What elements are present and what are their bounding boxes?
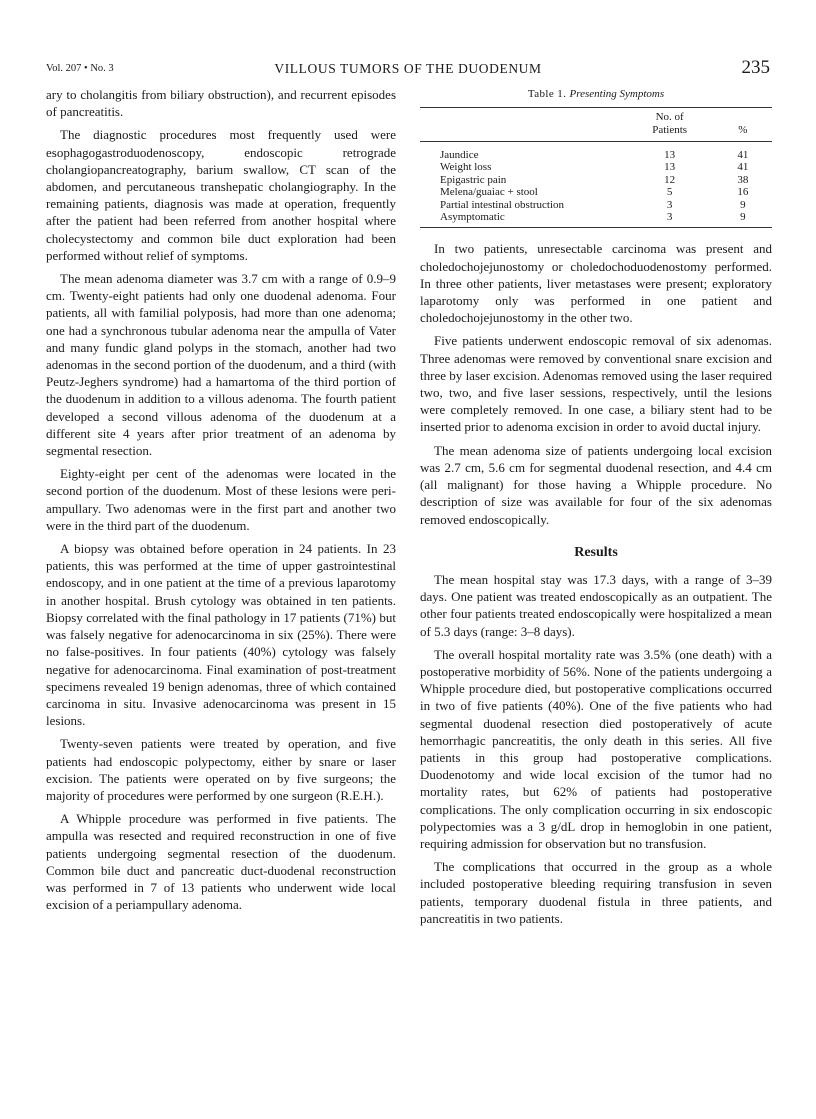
symptom-label: Melena/guaiac + stool — [440, 186, 538, 199]
left-column — [46, 86, 396, 919]
percent-value: 16 — [737, 186, 749, 199]
table-row — [420, 199, 772, 211]
paragraph: Eighty-eight per cent of the adenomas were located in the second portion of the duodenum. Most of these lesions were peri-ampullary. Two adenomas were in the first part and another two were in the third part of the duodenum. — [46, 466, 396, 533]
paragraph: The mean adenoma size of patients undergoing local excision was 2.7 cm, 5.6 cm for segmental duodenal resection, and 4.4 cm (all malignant) for those having a Whipple procedure. No description of size was available for four of the six adenomas removed endoscopically. — [420, 442, 772, 527]
patient-count: 5 — [666, 186, 673, 199]
paragraph: The complications that occurred in the group as a whole included postoperative bleeding requiring transfusion in seven patients, temporary duodenal fistula in three patients, and pancreatitis in two patients. — [420, 859, 772, 926]
column-header-patients: No. of Patients — [626, 108, 714, 142]
paragraph: In two patients, unresectable carcinoma was present and choledochojejunostomy or choledochoduodenostomy performed. In three other patients, liver metastases were present; exploratory laparotomy only was performed in one patient and choledochojejunostomy in the other two. — [420, 241, 772, 326]
table-row — [420, 142, 772, 162]
symptom-label: Jaundice — [440, 149, 479, 162]
paragraph: A biopsy was obtained before operation in 24 patients. In 23 patients, this was performed at the time of upper gastrointestinal endoscopy, and in one patient at the time of a previous laparotomy in another hospital. Brush cytology was obtained in ten patients. Biopsy correlated with the final pathology in 17 patients (71%) but was falsely negative for adenocarcinoma in six (25%). There were no false-positives. In four patients (40%) cytology was falsely negative for adenocarcinoma. Final examination of post-treatment specimens revealed 19 benign adenomas, three of which contained carcinoma in situ. Invasive adenocarcinoma was present in 15 lesions. — [46, 541, 396, 729]
percent-value: 9 — [740, 198, 746, 211]
patient-count: 13 — [664, 161, 676, 174]
column-header-symptom — [420, 108, 626, 142]
paragraph: The overall hospital mortality rate was 3.5% (one death) with a postoperative morbidity of 56%. None of the patients undergoing a Whipple procedure died, but postoperative complications occurred in two of five patients (40%). One of the five patients who had segmental duodenal resection died postoperatively of acute hemorrhagic pancreatitis, the only death in this series. All five patients in this group had postoperative complications. Duodenotomy and wide local excision of the tumor had no mortality rates, but 62% of patients had postoperative complications. The only complication occurring in six endoscopic polypectomies was a 3 g/dL drop in hemoglobin in one patient, requiring admission for observation but no transfusion. — [420, 646, 772, 851]
patient-count: 3 — [626, 211, 714, 228]
paragraph: ary to cholangitis from biliary obstruction), and recurrent episodes of pancreatitis. — [46, 87, 396, 120]
table-row — [420, 174, 772, 186]
right-column — [420, 86, 772, 933]
table-caption-prefix: Table 1. — [527, 88, 567, 100]
percent-value: 9 — [714, 211, 772, 228]
running-title: VILLOUS TUMORS OF THE DUODENUM — [274, 61, 542, 76]
symptom-label: Epigastric pain — [440, 173, 507, 186]
page-number: 235 — [741, 57, 770, 78]
table-row — [420, 211, 772, 228]
patient-count: 13 — [664, 149, 676, 162]
paragraph: A Whipple procedure was performed in five patients. The ampulla was resected and required reconstruction in one of five patients undergoing segmental resection of the duodenum. Common bile duct and pancreatic duct-duodenal reconstruction was performed in 7 of 13 patients who underwent wide local excision of a periampullary adenoma. — [46, 811, 396, 913]
percent-value: 38 — [737, 173, 749, 186]
volume-issue: Vol. 207 • No. 3 — [46, 63, 114, 74]
table-caption — [420, 86, 772, 103]
paragraph: Twenty-seven patients were treated by operation, and five patients had endoscopic polypectomy, either by snare or laser excision. The patients were operated on by five surgeons; the majority of procedures were performed by one surgeon (R.E.H.). — [46, 736, 396, 803]
table-row — [420, 186, 772, 198]
column-header-percent: % — [714, 108, 772, 142]
paragraph: The mean hospital stay was 17.3 days, with a range of 3–39 days. One patient was treated endoscopically as an outpatient. The other four patients treated endoscopically were hospitalized a mean of 5.3 days (range: 3–8 days). — [420, 571, 772, 639]
symptom-label: Partial intestinal obstruction — [440, 198, 565, 211]
table-row — [420, 161, 772, 173]
patient-count: 3 — [666, 198, 673, 211]
running-header — [46, 58, 770, 80]
table-header-row — [420, 108, 772, 142]
symptom-label: Asymptomatic — [420, 211, 626, 228]
table-caption-title: Presenting Symptoms — [569, 88, 665, 100]
paragraph: The mean adenoma diameter was 3.7 cm with a range of 0.9–9 cm. Twenty-eight patients had only one duodenal adenoma. Four patients, all with familial polyposis, had more than one adenoma; one had a synchronous tubular adenoma near the ampulla of Vater and many fundic gland polyps in the stomach, another had two adenomas in the second portion of the duodenum, and a third (with Peutz-Jeghers syndrome) had a hamartoma of the third portion of the duodenum in addition to a villous adenoma. The fourth patient developed a second villous adenoma of the duodenum at a different site 4 years after prior treatment of an adenoma by segmental resection. — [46, 271, 396, 459]
symptom-label: Weight loss — [440, 161, 492, 174]
percent-value: 41 — [737, 149, 749, 162]
presenting-symptoms-table — [420, 107, 772, 228]
paragraph: Five patients underwent endoscopic removal of six adenomas. Three adenomas were removed by conventional snare excision and three by laser excision. Adenomas removed using the laser required two, two, and five laser sessions, respectively, until the lesions were completely removed. In one case, a biliary stent had to be inserted prior to adenoma excision in order to avoid ductal injury. — [420, 333, 772, 435]
percent-value: 41 — [737, 161, 749, 174]
patient-count: 12 — [664, 173, 676, 186]
section-heading-results: Results — [574, 544, 618, 560]
paragraph: The diagnostic procedures most frequently used were esophagogastroduodenoscopy, endoscopic retrograde cholangiopancreatography, barium swallow, CT scan of the abdomen, and percutaneous transhepatic cholangiography. In the remaining patients, diagnosis was made at operation, frequently after the patient had been referred from another hospital where cholecystectomy and common bile duct exploration had been performed without relief of symptoms. — [46, 127, 396, 263]
